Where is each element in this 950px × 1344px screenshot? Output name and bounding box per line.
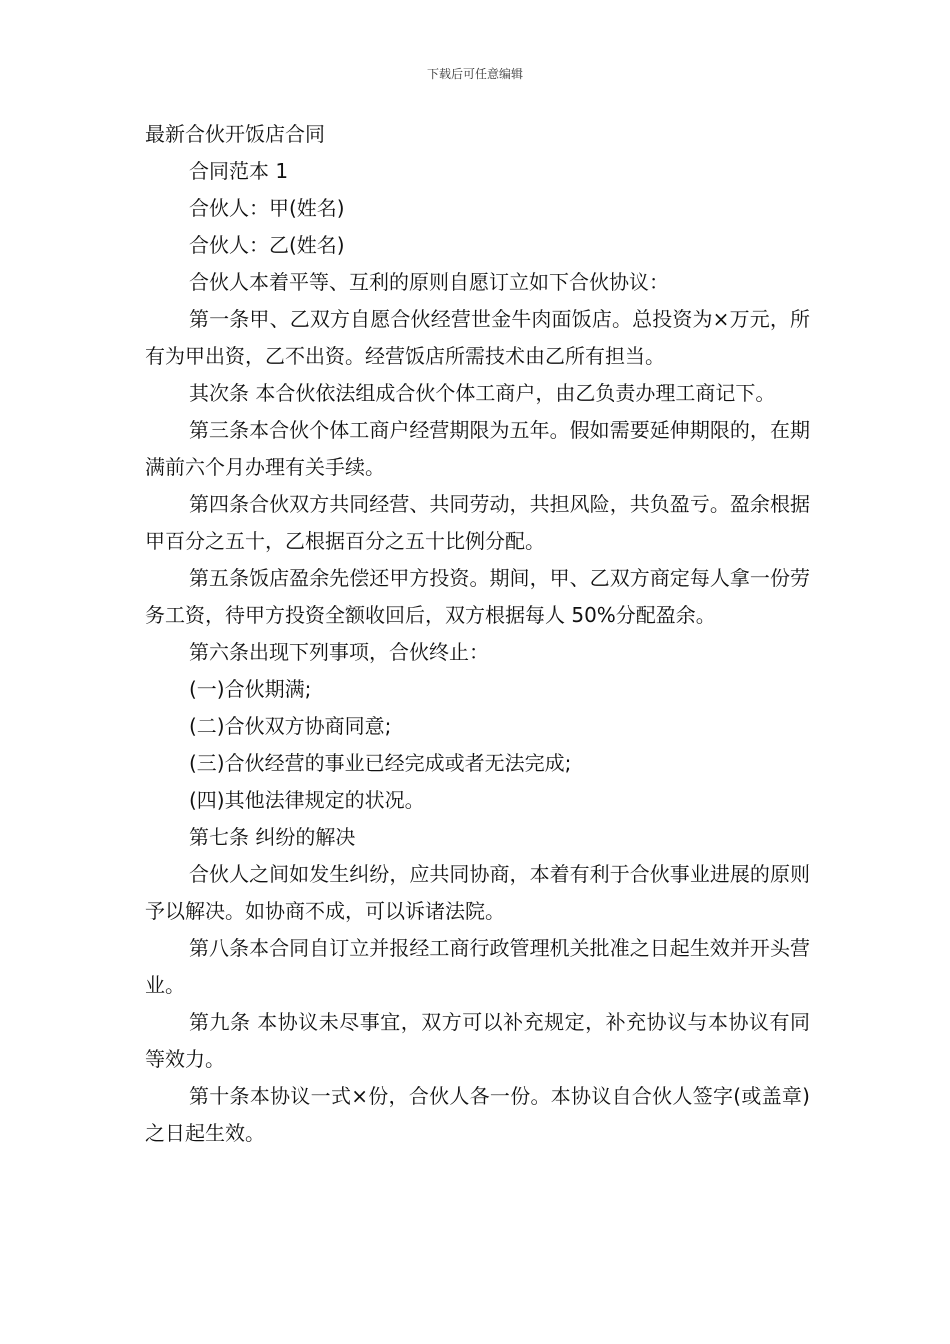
document-title: 最新合伙开饭店合同 <box>145 122 325 146</box>
document-body <box>145 116 810 1152</box>
list-item-termination-1: (一)合伙期满; <box>189 677 312 701</box>
list-item-termination-4: (四)其他法律规定的状况。 <box>189 788 425 812</box>
paragraph-article-7-body: 合伙人之间如发生纠纷，应共同协商，本着有利于合伙事业进展的原则予以解决。如协商不成，可以诉诸法院。 <box>145 862 810 923</box>
paragraph-article-7-heading: 第七条 纠纷的解决 <box>189 825 356 849</box>
paragraph-article-2: 其次条 本合伙依法组成合伙个体工商户，由乙负责办理工商记下。 <box>189 381 776 405</box>
list-item-termination-2: (二)合伙双方协商同意; <box>189 714 392 738</box>
paragraph-partner-b: 合伙人：乙(姓名) <box>189 233 345 257</box>
paragraph-article-6: 第六条出现下列事项，合伙终止： <box>189 640 489 664</box>
paragraph-article-9: 第九条 本协议未尽事宜，双方可以补充规定，补充协议与本协议有同等效力。 <box>145 1010 810 1071</box>
paragraph-article-3: 第三条本合伙个体工商户经营期限为五年。假如需要延伸期限的，在期满前六个月办理有关手续。 <box>145 418 810 479</box>
paragraph-article-5: 第五条饭店盈余先偿还甲方投资。期间，甲、乙双方商定每人拿一份劳务工资，待甲方投资全额收回后，双方根据每人 50%分配盈余。 <box>145 566 810 627</box>
paragraph-template-number: 合同范本 1 <box>189 159 289 183</box>
paragraph-article-8: 第八条本合同自订立并报经工商行政管理机关批准之日起生效并开头营业。 <box>145 936 810 997</box>
paragraph-partner-a: 合伙人：甲(姓名) <box>189 196 345 220</box>
paragraph-article-10: 第十条本协议一式×份，合伙人各一份。本协议自合伙人签字(或盖章)之日起生效。 <box>145 1084 810 1145</box>
paragraph-article-4: 第四条合伙双方共同经营、共同劳动，共担风险，共负盈亏。盈余根据甲百分之五十，乙根据百分之五十比例分配。 <box>145 492 810 553</box>
list-item-termination-3: (三)合伙经营的事业已经完成或者无法完成; <box>189 751 572 775</box>
paragraph-preamble: 合伙人本着平等、互利的原则自愿订立如下合伙协议： <box>189 270 669 294</box>
paragraph-article-1: 第一条甲、乙双方自愿合伙经营世金牛肉面饭店。总投资为×万元，所有为甲出资，乙不出资。经营饭店所需技术由乙所有担当。 <box>145 307 810 368</box>
header-note: 下载后可任意编辑 <box>426 67 523 81</box>
